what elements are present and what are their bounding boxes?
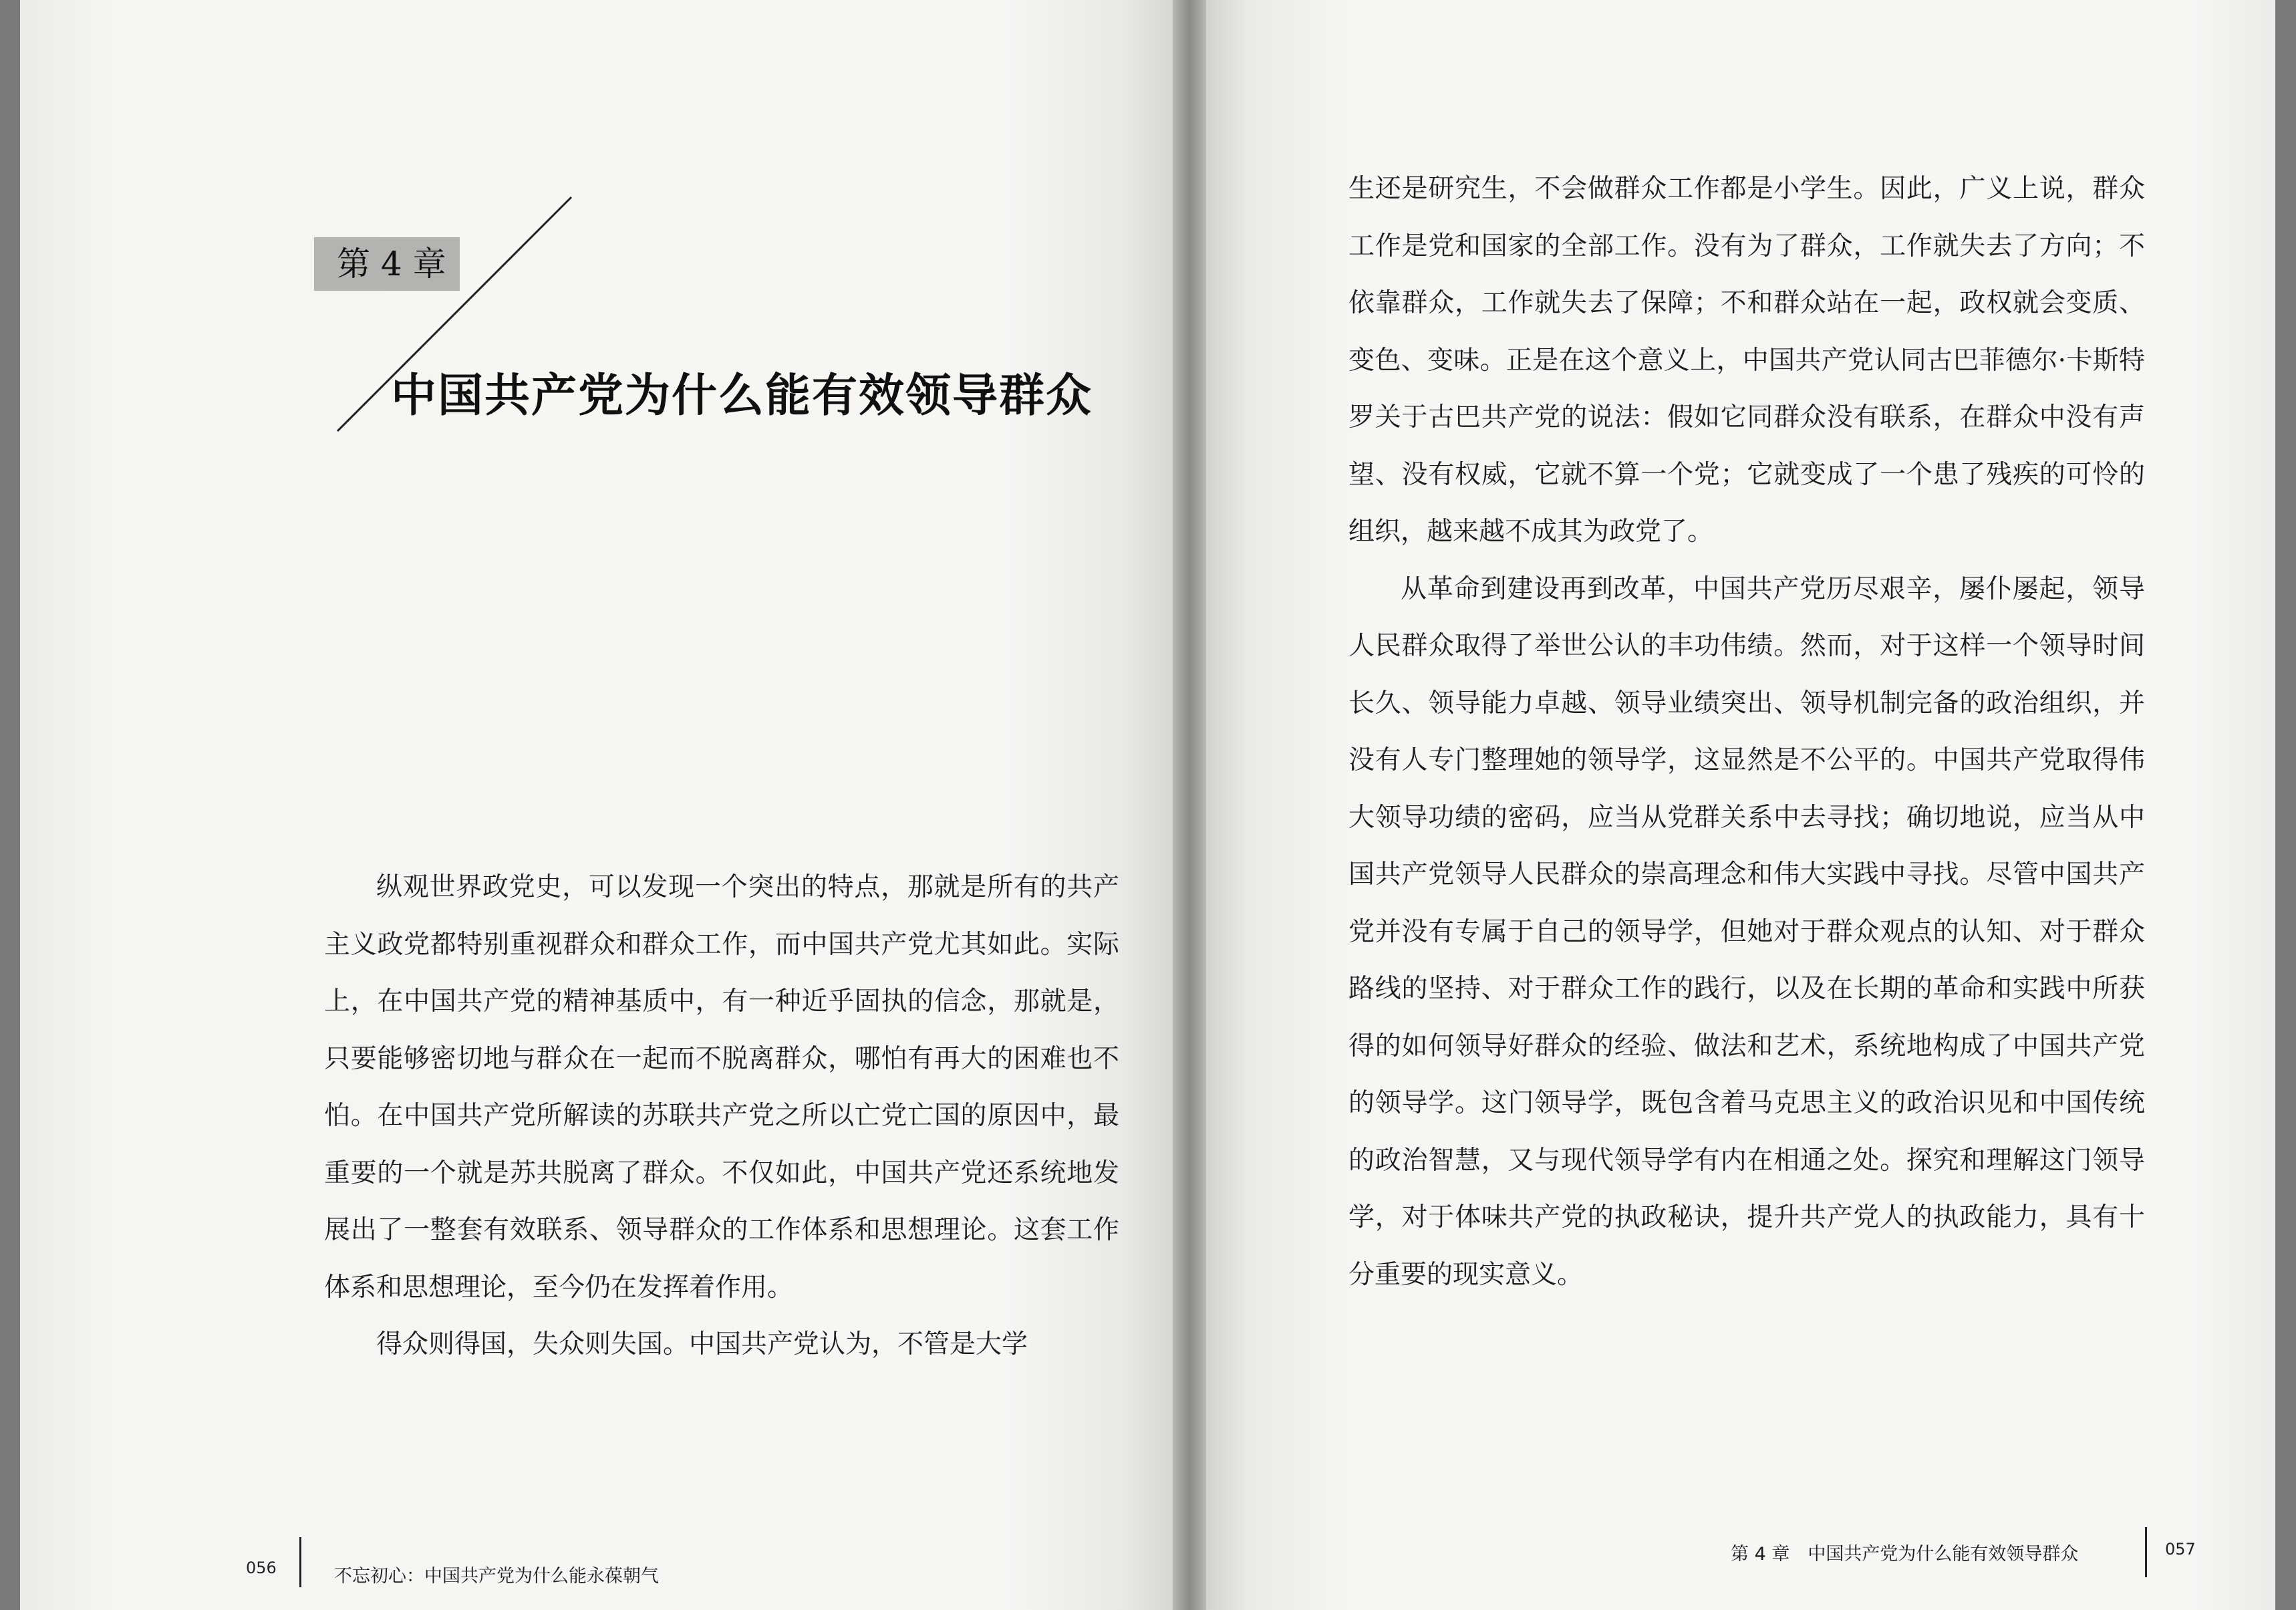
paragraph: 从革命到建设再到改革，中国共产党历尽艰辛，屡仆屡起，领导人民群众取得了举世公认的丰功伟绩。然而，对于这样一个领导时间长久、领导能力卓越、领导业绩突出、领导机制完备的政治组织，并没有人专门整理她的领导学，这显然是不公平的。中国共产党取得伟大领导功绩的密码，应当从党群关系中去寻找；确切地说，应当从中国共产党领导人民群众的崇高理念和伟大实践中寻找。尽管中国共产党并没有专属于自己的领导学，但她对于群众观点的认知、对于群众路线的坚持、对于群众工作的践行，以及在长期的革命和实践中所获得的如何领导好群众的经验、做法和艺术，系统地构成了中国共产党的领导学。这门领导学，既包含着马克思主义的政治识见和中国传统的政治智慧，又与现代领导学有内在相通之处。探究和理解这门领导学，对于体味共产党的执政秘诀，提升共产党人的执政能力，具有十分重要的现实意义。 [1348,573,2145,1290]
right-page [1206,0,2275,1610]
paragraph: 纵观世界政党史，可以发现一个突出的特点，那就是所有的共产主义政党都特别重视群众和群众工作，而中国共产党尤其如此。实际上，在中国共产党的精神基质中，有一种近乎固执的信念，那就是，只要能够密切地与群众在一起而不脱离群众，哪怕有再大的困难也不怕。在中国共产党所解读的苏联共产党之所以亡党亡国的原因中，最重要的一个就是苏共脱离了群众。不仅如此，中国共产党还系统地发展出了一整套有效联系、领导群众的工作体系和思想理论。这套工作体系和思想理论，至今仍在发挥着作用。 [324,872,1119,1303]
left-body-text [324,859,1119,1373]
footer-divider [299,1537,301,1587]
paragraph: 生还是研究生，不会做群众工作都是小学生。因此，广义上说，群众工作是党和国家的全部工作。没有为了群众，工作就失去了方向；不依靠群众，工作就失去了保障；不和群众站在一起，政权就会变质、变色、变味。正是在这个意义上，中国共产党认同古巴菲德尔·卡斯特罗关于古巴共产党的说法：假如它同群众没有联系，在群众中没有声望、没有权威，它就不算一个党；它就变成了一个患了残疾的可怜的组织，越来越不成其为政党了。 [1348,174,2145,547]
page-number: 057 [2165,1540,2196,1559]
left-page [20,0,1173,1610]
book-gutter [1173,0,1206,1610]
chapter-title: 中国共产党为什么能有效领导群众 [391,370,1093,422]
running-head: 第 4 章 中国共产党为什么能有效领导群众 [1731,1544,2079,1565]
paragraph: 得众则得国，失众则失国。中国共产党认为，不管是大学 [376,1329,1028,1359]
right-body-text [1348,160,2145,1303]
running-head: 不忘初心：中国共产党为什么能永葆朝气 [334,1566,659,1587]
chapter-label: 第 4 章 [314,237,460,291]
footer-divider [2145,1527,2147,1577]
page-number: 056 [246,1559,277,1577]
